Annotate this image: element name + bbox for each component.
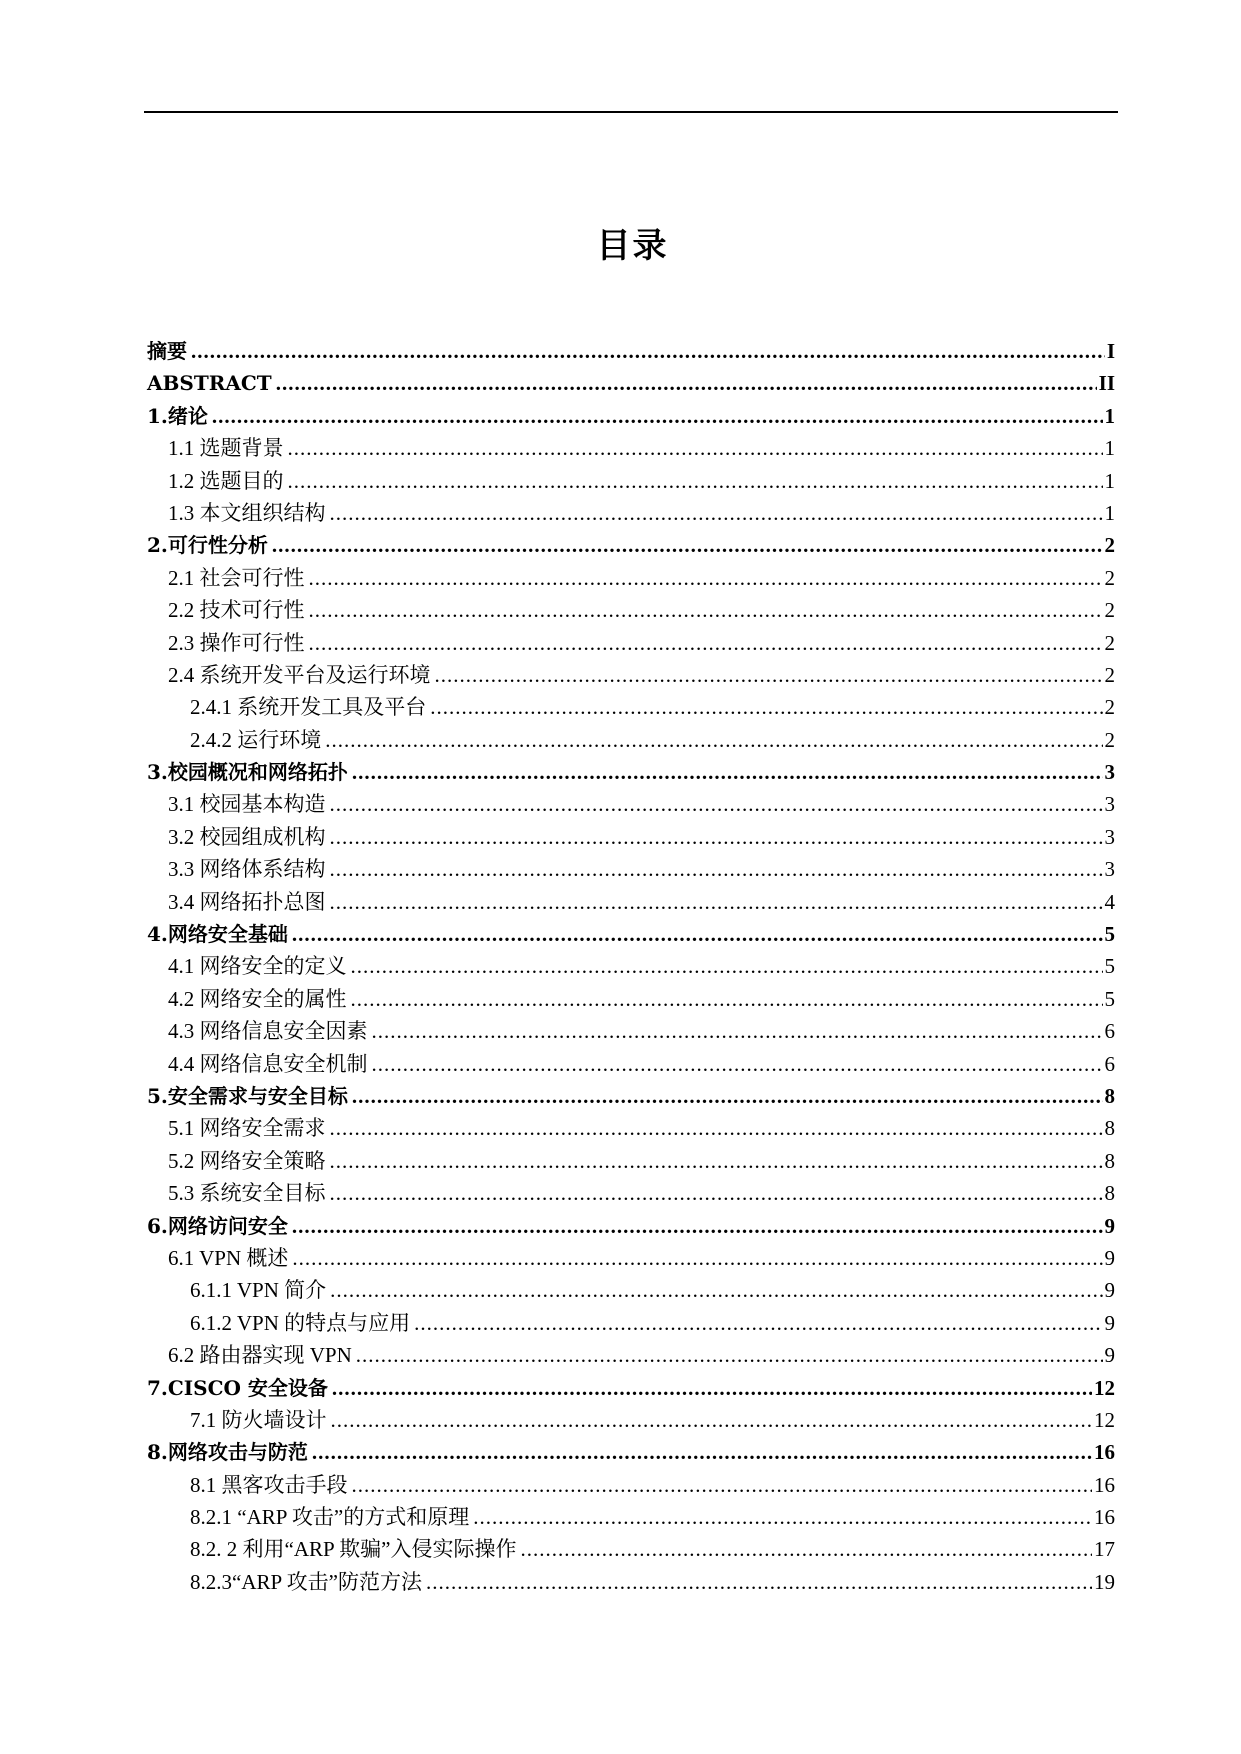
toc-entry-label: 1.绪论: [147, 403, 208, 428]
toc-entry-page-number: 5: [1104, 954, 1115, 979]
toc-entry-page-number: 1: [1104, 468, 1115, 493]
toc-entry[interactable]: [147, 918, 1115, 950]
toc-entry[interactable]: [147, 788, 1115, 820]
toc-dot-leader: [309, 594, 1103, 626]
toc-entry-label: 4.4 网络信息安全机制: [168, 1051, 368, 1076]
toc-entry-label: 4.3 网络信息安全因素: [168, 1019, 368, 1044]
toc-entry[interactable]: [147, 529, 1115, 561]
toc-entry-page-number: 12: [1094, 1407, 1115, 1432]
toc-entry[interactable]: [147, 1501, 1115, 1533]
toc-entry-label: 5.安全需求与安全目标: [147, 1083, 348, 1108]
toc-entry[interactable]: [147, 335, 1115, 367]
toc-entry-label: 6.2 路由器实现 VPN: [168, 1343, 352, 1368]
toc-dot-leader: [330, 886, 1103, 918]
toc-entry-label: 8.2. 2 利用“ARP 欺骗”入侵实际操作: [190, 1537, 517, 1562]
toc-entry[interactable]: [147, 1177, 1115, 1209]
toc-entry-label: 7.1 防火墙设计: [190, 1407, 327, 1432]
toc-dot-leader: [351, 983, 1103, 1015]
toc-entry-page-number: 2: [1104, 695, 1115, 720]
toc-entry[interactable]: [147, 1145, 1115, 1177]
toc-entry-page-number: 8: [1104, 1116, 1115, 1141]
toc-dot-leader: [309, 627, 1103, 659]
toc-entry-page-number: 2: [1104, 598, 1115, 623]
toc-dot-leader: [191, 335, 1105, 367]
toc-dot-leader: [331, 1404, 1093, 1436]
toc-entry[interactable]: [147, 1210, 1115, 1242]
toc-entry-page-number: 3: [1104, 824, 1115, 849]
toc-entry-page-number: 2: [1104, 727, 1115, 752]
toc-dot-leader: [473, 1501, 1092, 1533]
toc-entry-label: 6.1.2 VPN 的特点与应用: [190, 1310, 411, 1335]
toc-dot-leader: [352, 756, 1103, 788]
toc-entry-label: 4.网络安全基础: [147, 922, 288, 947]
toc-entry-page-number: 9: [1104, 1343, 1115, 1368]
toc-entry-label: 2.4.2 运行环境: [190, 727, 322, 752]
toc-entry-label: 3.2 校园组成机构: [168, 824, 326, 849]
toc-entry[interactable]: [147, 1242, 1115, 1274]
toc-entry-label: 1.3 本文组织结构: [168, 500, 326, 525]
toc-entry[interactable]: [147, 1404, 1115, 1436]
toc-entry-page-number: 4: [1104, 889, 1115, 914]
toc-dot-leader: [276, 367, 1097, 399]
header-rule: [144, 111, 1118, 113]
toc-entry-page-number: 8: [1104, 1148, 1115, 1173]
toc-entry-page-number: 3: [1104, 857, 1115, 882]
toc-entry[interactable]: [147, 1469, 1115, 1501]
toc-entry-label: 3.4 网络拓扑总图: [168, 889, 326, 914]
toc-entry-label: 4.2 网络安全的属性: [168, 986, 347, 1011]
toc-entry-label: 5.3 系统安全目标: [168, 1181, 326, 1206]
toc-dot-leader: [330, 821, 1103, 853]
toc-entry-page-number: 5: [1104, 986, 1115, 1011]
toc-entry[interactable]: [147, 1274, 1115, 1306]
toc-entry-label: 1.2 选题目的: [168, 468, 284, 493]
toc-entry[interactable]: [147, 659, 1115, 691]
toc-dot-leader: [520, 1533, 1092, 1565]
toc-entry[interactable]: [147, 1372, 1115, 1404]
toc-entry-page-number: 3: [1104, 760, 1115, 785]
toc-dot-leader: [292, 1242, 1102, 1274]
toc-entry-label: 2.可行性分析: [147, 533, 268, 558]
toc-entry-page-number: I: [1106, 339, 1115, 363]
toc-entry[interactable]: [147, 432, 1115, 464]
toc-dot-leader: [351, 950, 1103, 982]
toc-entry[interactable]: [147, 1307, 1115, 1339]
table-of-contents: [147, 335, 1115, 1598]
toc-entry[interactable]: [147, 691, 1115, 723]
toc-dot-leader: [309, 562, 1103, 594]
toc-entry-page-number: 1: [1104, 500, 1115, 525]
toc-dot-leader: [272, 529, 1103, 561]
toc-entry-page-number: 1: [1104, 403, 1115, 428]
toc-entry-label: 2.1 社会可行性: [168, 565, 305, 590]
toc-entry[interactable]: [147, 724, 1115, 756]
toc-entry-page-number: 3: [1104, 792, 1115, 817]
toc-entry[interactable]: [147, 1566, 1115, 1598]
toc-entry[interactable]: [147, 497, 1115, 529]
toc-entry[interactable]: [147, 1112, 1115, 1144]
toc-entry-label: 3.1 校园基本构造: [168, 792, 326, 817]
toc-dot-leader: [312, 1436, 1092, 1468]
toc-entry-label: 2.2 技术可行性: [168, 598, 305, 623]
toc-entry-label: 3.3 网络体系结构: [168, 857, 326, 882]
toc-dot-leader: [330, 497, 1103, 529]
toc-entry-page-number: 17: [1094, 1537, 1115, 1562]
toc-dot-leader: [292, 918, 1103, 950]
toc-entry[interactable]: [147, 367, 1115, 399]
toc-entry[interactable]: [147, 853, 1115, 885]
toc-entry-page-number: 8: [1104, 1181, 1115, 1206]
toc-entry-label: 8.1 黑客攻击手段: [190, 1472, 348, 1497]
toc-entry-label: 6.网络访问安全: [147, 1213, 288, 1238]
toc-entry-label: 8.2.3“ARP 攻击”防范方法: [190, 1569, 422, 1594]
toc-entry[interactable]: [147, 1015, 1115, 1047]
toc-dot-leader: [430, 691, 1102, 723]
page-title: 目录: [596, 226, 669, 266]
toc-entry-page-number: 16: [1094, 1440, 1115, 1465]
toc-entry-label: 2.3 操作可行性: [168, 630, 305, 655]
toc-dot-leader: [332, 1372, 1092, 1404]
toc-entry-page-number: 9: [1104, 1213, 1115, 1238]
toc-entry-label: 4.1 网络安全的定义: [168, 954, 347, 979]
toc-entry-page-number: 12: [1094, 1375, 1115, 1400]
toc-entry-page-number: 9: [1104, 1245, 1115, 1270]
toc-entry[interactable]: [147, 1339, 1115, 1371]
toc-dot-leader: [330, 788, 1103, 820]
toc-entry-label: 7.CISCO 安全设备: [147, 1375, 328, 1400]
toc-dot-leader: [426, 1566, 1092, 1598]
toc-dot-leader: [352, 1080, 1103, 1112]
toc-entry[interactable]: [147, 1080, 1115, 1112]
toc-dot-leader: [330, 1145, 1103, 1177]
toc-entry-page-number: 8: [1104, 1083, 1115, 1108]
toc-entry[interactable]: [147, 821, 1115, 853]
toc-entry-page-number: 5: [1104, 922, 1115, 947]
toc-entry-label: 2.4 系统开发平台及运行环境: [168, 662, 431, 687]
toc-entry[interactable]: [147, 1048, 1115, 1080]
toc-dot-leader: [288, 465, 1103, 497]
toc-dot-leader: [372, 1015, 1103, 1047]
toc-dot-leader: [356, 1339, 1103, 1371]
toc-dot-leader: [288, 432, 1103, 464]
toc-entry[interactable]: [147, 594, 1115, 626]
toc-entry-page-number: 1: [1104, 436, 1115, 461]
toc-entry-page-number: 2: [1104, 662, 1115, 687]
toc-entry-page-number: 16: [1094, 1472, 1115, 1497]
toc-entry[interactable]: [147, 756, 1115, 788]
toc-entry[interactable]: [147, 1533, 1115, 1565]
toc-entry-page-number: 19: [1094, 1569, 1115, 1594]
toc-entry-label: 3.校园概况和网络拓扑: [147, 760, 348, 785]
toc-entry-label: 8.网络攻击与防范: [147, 1440, 308, 1465]
toc-entry[interactable]: [147, 627, 1115, 659]
toc-entry-page-number: 2: [1104, 533, 1115, 558]
toc-entry-label: ABSTRACT: [147, 371, 272, 396]
toc-dot-leader: [325, 724, 1102, 756]
toc-dot-leader: [330, 1112, 1103, 1144]
toc-entry-page-number: II: [1098, 371, 1115, 396]
toc-entry-page-number: 9: [1104, 1278, 1115, 1303]
toc-entry-page-number: 6: [1104, 1019, 1115, 1044]
toc-entry[interactable]: [147, 400, 1115, 432]
toc-dot-leader: [352, 1469, 1093, 1501]
toc-dot-leader: [330, 853, 1103, 885]
toc-entry-page-number: 9: [1104, 1310, 1115, 1335]
toc-entry-label: 摘要: [147, 339, 187, 363]
toc-entry-label: 1.1 选题背景: [168, 436, 284, 461]
toc-dot-leader: [414, 1307, 1102, 1339]
toc-entry-label: 2.4.1 系统开发工具及平台: [190, 695, 427, 720]
toc-entry[interactable]: [147, 465, 1115, 497]
toc-dot-leader: [330, 1274, 1102, 1306]
toc-entry-label: 6.1 VPN 概述: [168, 1245, 289, 1270]
toc-entry[interactable]: [147, 1436, 1115, 1468]
toc-dot-leader: [212, 400, 1103, 432]
toc-entry[interactable]: [147, 950, 1115, 982]
toc-entry-page-number: 6: [1104, 1051, 1115, 1076]
toc-entry-page-number: 16: [1094, 1505, 1115, 1530]
toc-entry[interactable]: [147, 562, 1115, 594]
toc-dot-leader: [292, 1210, 1103, 1242]
toc-entry-label: 5.1 网络安全需求: [168, 1116, 326, 1141]
toc-entry-page-number: 2: [1104, 630, 1115, 655]
toc-dot-leader: [330, 1177, 1103, 1209]
toc-entry[interactable]: [147, 983, 1115, 1015]
toc-entry-label: 6.1.1 VPN 简介: [190, 1278, 327, 1303]
toc-dot-leader: [435, 659, 1103, 691]
toc-entry-label: 8.2.1 “ARP 攻击”的方式和原理: [190, 1505, 470, 1530]
toc-entry[interactable]: [147, 886, 1115, 918]
toc-entry-label: 5.2 网络安全策略: [168, 1148, 326, 1173]
toc-dot-leader: [372, 1048, 1103, 1080]
toc-entry-page-number: 2: [1104, 565, 1115, 590]
